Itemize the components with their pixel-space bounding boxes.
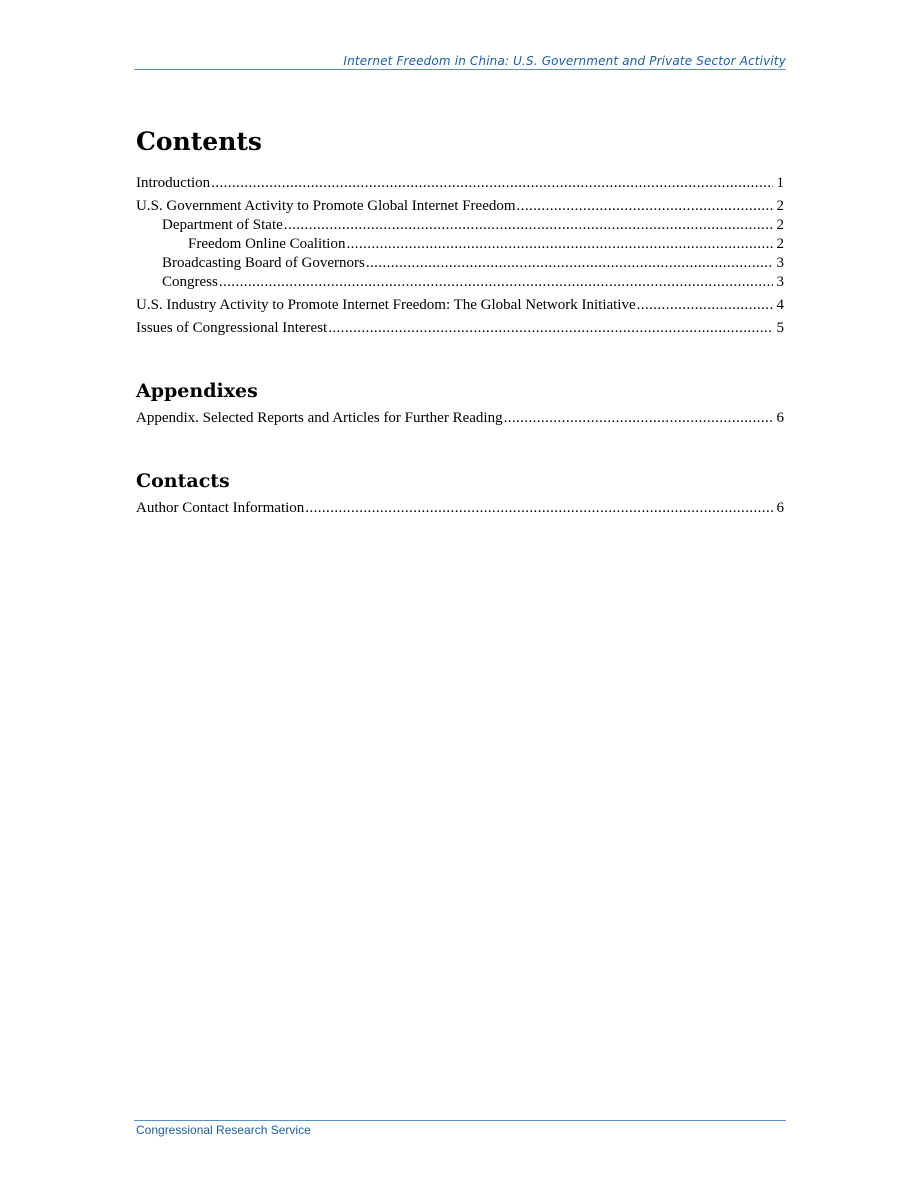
header-divider <box>134 69 786 70</box>
toc-entry-page: 6 <box>776 410 784 426</box>
appendixes-heading: Appendixes <box>136 380 258 402</box>
toc-entry-appendix[interactable] <box>136 409 784 428</box>
toc-entry-page: 4 <box>776 297 784 313</box>
footer-divider <box>134 1120 786 1121</box>
toc-entry-title: Introduction <box>136 175 211 191</box>
toc-entry-title: Department of State <box>162 217 283 233</box>
toc-entry-freedom-online-coalition[interactable] <box>136 235 784 254</box>
dot-leader <box>211 174 772 193</box>
toc-entry-page: 1 <box>776 175 784 191</box>
dot-leader <box>328 319 772 338</box>
toc-entry-page: 2 <box>776 236 784 252</box>
dot-leader <box>517 197 773 216</box>
dot-leader <box>366 254 773 273</box>
section-spacer <box>136 428 784 468</box>
dot-leader <box>219 273 773 292</box>
dot-leader <box>346 235 772 254</box>
toc-entry-title: U.S. Industry Activity to Promote Internet Freedom: The Global Network Initiative <box>136 297 636 313</box>
toc-entry-introduction[interactable] <box>136 174 784 193</box>
toc-entry-issues-congressional-interest[interactable] <box>136 319 784 338</box>
section-spacer <box>136 338 784 378</box>
toc-entry-title: Appendix. Selected Reports and Articles for Further Reading <box>136 410 503 426</box>
toc-entry-us-government-activity[interactable] <box>136 197 784 216</box>
toc-entry-author-contact[interactable] <box>136 499 784 518</box>
toc-entry-congress[interactable] <box>136 273 784 292</box>
toc-entry-page: 6 <box>776 500 784 516</box>
toc-entry-title: Issues of Congressional Interest <box>136 320 328 336</box>
toc-entry-broadcasting-board[interactable] <box>136 254 784 273</box>
toc-entry-title: Congress <box>162 274 218 290</box>
running-header-title: Internet Freedom in China: U.S. Government and Private Sector Activity <box>343 54 786 68</box>
table-of-contents <box>136 124 784 518</box>
toc-entry-department-of-state[interactable] <box>136 216 784 235</box>
dot-leader <box>284 216 773 235</box>
dot-leader <box>504 409 773 428</box>
toc-entry-us-industry-activity[interactable] <box>136 296 784 315</box>
toc-entry-page: 3 <box>776 255 784 271</box>
contacts-heading: Contacts <box>136 470 230 492</box>
toc-entry-page: 2 <box>776 217 784 233</box>
toc-entry-page: 5 <box>776 320 784 336</box>
toc-entry-page: 2 <box>776 198 784 214</box>
toc-entry-title: Freedom Online Coalition <box>188 236 346 252</box>
contents-heading: Contents <box>136 127 263 156</box>
toc-entry-title: Broadcasting Board of Governors <box>162 255 365 271</box>
toc-entry-page: 3 <box>776 274 784 290</box>
toc-entry-title: U.S. Government Activity to Promote Global Internet Freedom <box>136 198 516 214</box>
dot-leader <box>637 296 773 315</box>
toc-entry-title: Author Contact Information <box>136 500 305 516</box>
dot-leader <box>305 499 772 518</box>
footer-organization: Congressional Research Service <box>136 1123 311 1137</box>
